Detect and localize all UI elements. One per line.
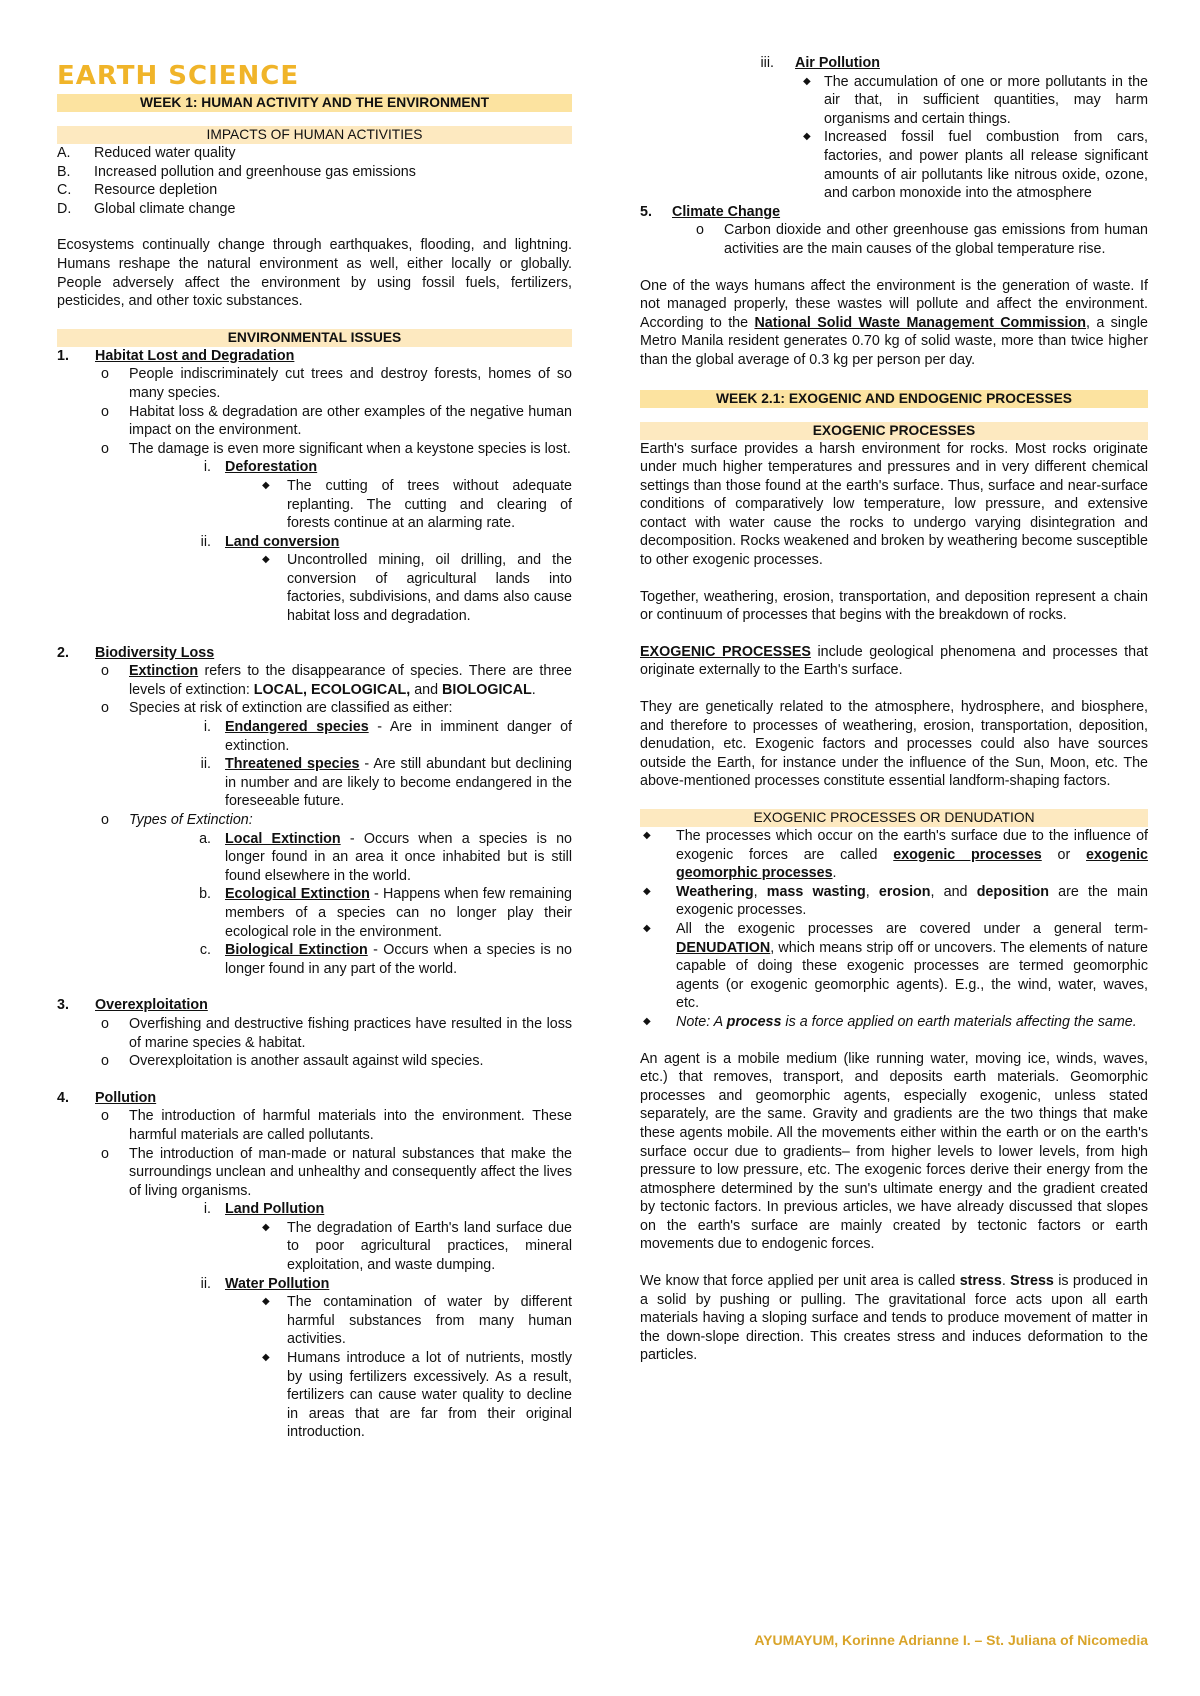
week-2-banner: WEEK 2.1: EXOGENIC AND ENDOGENIC PROCESSES — [640, 390, 1148, 408]
list-item: ◆ Weathering, mass wasting, erosion, and deposition are the main exogenic processes. — [643, 883, 1149, 919]
list-item: ◆ All the exogenic processes are covered under a general term- DENUDATION, which means strip off or uncovers. The elements of nature capable of doing these exogenic processes are termed geomorphic agents (or exogenic geomorphic agents). E.g., the wind, water, waves, etc. — [643, 920, 1148, 1012]
issue-biodiversity: 2. Biodiversity Loss o Extinction refers to the disappearance of species. There are three levels of extinction: LOCAL, ECOLOGICAL, and BIOLOGICAL. o Species at risk of extinction are classified as either: i. Endangered species - Are in imminent danger of extinction. ii. Threatened species - Are still abundant but declining in number and are likely to become endangered in the foreseeable future. o Types of Extinction: a. Local Extinction - Occurs when a species is no longer found in an area it once inhabited but is still found elsewhere in the world. b. Ecological Extinction - Happens when few remaining members of a species can no longer play their ecological role in the environment. c. Biological Extinction - Occurs when a species is no longer found in any part of the world. — [57, 644, 572, 977]
exogenic-paragraph-3: EXOGENIC PROCESSES include geological phenomena and processes that originate externally to the Earth's surface. — [640, 643, 1148, 679]
list-item: ◆ The processes which occur on the earth's surface due to the influence of exogenic forces are called exogenic processes or exogenic geomorphic processes. — [643, 828, 1148, 882]
exogenic-paragraph-4: They are genetically related to the atmosphere, hydrosphere, and biosphere, and therefore to processes of weathering, erosion, transportation, deposition, denudation, etc. Exogenic factors and processes could also have sources outside the Earth, for instance under the influence of the Sun, Moon, etc. The above-mentioned processes constitute essential landform-shaping factors. — [640, 699, 1148, 790]
exogenic-paragraph-2: Together, weathering, erosion, transportation, and deposition represent a chain or continuum of processes that begins with the breakdown of rocks. — [640, 588, 1148, 624]
air-pollution-item: iii. Air Pollution ◆ The accumulation of one or more pollutants in the air that, in sufficient quantities, may harm organisms and certain things. ◆ Increased fossil fuel combustion from cars, factories, and power plants all release significant amounts of air pollutants like nitrous oxide, ozone, and carbon monoxide into the atmosphere — [760, 55, 1148, 202]
denudation-heading: EXOGENIC PROCESSES OR DENUDATION — [640, 809, 1148, 827]
week-1-banner: WEEK 1: HUMAN ACTIVITY AND THE ENVIRONMENT — [57, 94, 572, 112]
stress-paragraph: We know that force applied per unit area is called stress. Stress is produced in a solid by pushing or pulling. The gravitational force acts upon all earth materials having a sloping surface and tends to produce movement of matter in the down-slope direction. This creates stress and induces deformation to the particles. — [640, 1273, 1148, 1364]
list-item: A. Reduced water quality — [57, 145, 236, 161]
climate-change-item: 5. Climate Change o Carbon dioxide and other greenhouse gas emissions from human activities are the main causes of the global temperature rise. — [640, 203, 1148, 257]
denudation-list — [640, 827, 1148, 1032]
exogenic-paragraph-1: Earth's surface provides a harsh environment for rocks. Most rocks originate under much higher temperatures and pressures and in very different chemical settings than those found at the earth's surface. Thus, surface and near-surface conditions of comparatively low temperature, low pressure, and extensive contact with water cause the rocks to undergo varying disintegration and decomposition. Rocks weakened and broken by weathering become susceptible to other exogenic processes. — [640, 440, 1148, 569]
exogenic-heading: EXOGENIC PROCESSES — [640, 422, 1148, 440]
list-item: D. Global climate change — [57, 200, 236, 217]
impacts-heading: IMPACTS OF HUMAN ACTIVITIES — [57, 126, 572, 144]
impacts-list — [57, 144, 572, 218]
intro-paragraph: Ecosystems continually change through earthquakes, flooding, and lightning. Humans reshape the natural environment as well, either locally or globally. People adversely affect the environment by using fossil fuels, fertilizers, pesticides, and other toxic substances. — [57, 237, 572, 310]
list-item: C. Resource depletion — [57, 182, 218, 199]
left-column — [57, 54, 572, 1442]
environmental-issues-heading: ENVIRONMENTAL ISSUES — [57, 329, 572, 347]
agent-paragraph: An agent is a mobile medium (like running water, moving ice, winds, waves, etc.) that removes, transport, and deposits earth materials. Geomorphic processes and geomorphic agents, especially exogenic, unless stated separately, are the same. Gravity and gradients are the two things that make these agents mobile. All the movements either within the earth or on the earth's surface occur due to gradients– from higher levels to lower levels, from high pressure to low pressure, etc. The exogenic forces derive their energy from the atmosphere determined by the sun's ultimate energy and the gradient created by tectonic factors. In previous articles, we have already discussed that slopes on the earth's surface are mainly created by tectonic factors or earth movements due to endogenic forces. — [640, 1050, 1148, 1253]
right-column — [640, 54, 1148, 1365]
footer-author: AYUMAYUM, Korinne Adrianne I. – St. Juliana of Nicomedia — [754, 1632, 1148, 1648]
issues-list — [57, 347, 572, 1442]
list-item: B. Increased pollution and greenhouse gas emissions — [57, 163, 416, 180]
issue-habitat: 1. Habitat Lost and Degradation o People indiscriminately cut trees and destroy forests, homes of so many species. o Habitat loss & degradation are other examples of the negative human impact on the environment. o The damage is even more significant when a keystone species is lost. i. Deforestation ◆ The cutting of trees without adequate replanting. The cutting and clearing of forests continue at an alarming rate. ii. Land conversion ◆ Uncontrolled mining, oil drilling, and the conversion of agricultural lands into factories, subdivisions, and dams also cause habitat loss and degradation. — [57, 347, 572, 625]
list-item: ◆ Note: A process is a force applied on earth materials affecting the same. — [643, 1013, 1137, 1030]
issue-overexploitation: 3. Overexploitation o Overfishing and destructive fishing practices have resulted in the loss of marine species & habitat. o Overexploitation is another assault against wild species. — [57, 997, 572, 1070]
waste-paragraph: One of the ways humans affect the environment is the generation of waste. If not managed properly, these wastes will pollute and affect the environment. According to the National Solid Waste Management Commission, a single Metro Manila resident generates 0.70 kg of solid waste, more than twice higher than the global average of 0.3 kg per person per day. — [640, 277, 1148, 368]
document-title: EARTH SCIENCE — [57, 61, 300, 91]
issue-pollution: 4. Pollution o The introduction of harmful materials into the environment. These harmful materials are called pollutants. o The introduction of man-made or natural substances that make the surroundings unclean and unhealthy and consequently affect the lives of living organisms. i. Land Pollution ◆ The degradation of Earth's land surface due to poor agricultural practices, mineral exploitation, and waste dumping. ii. Water Pollution ◆ The contamination of water by different harmful substances from many human activities. ◆ Humans introduce a lot of nutrients, mostly by using fertilizers excessively. As a result, fertilizers can cause water quality to decline in areas that are far from their original introduction. — [57, 1089, 572, 1441]
